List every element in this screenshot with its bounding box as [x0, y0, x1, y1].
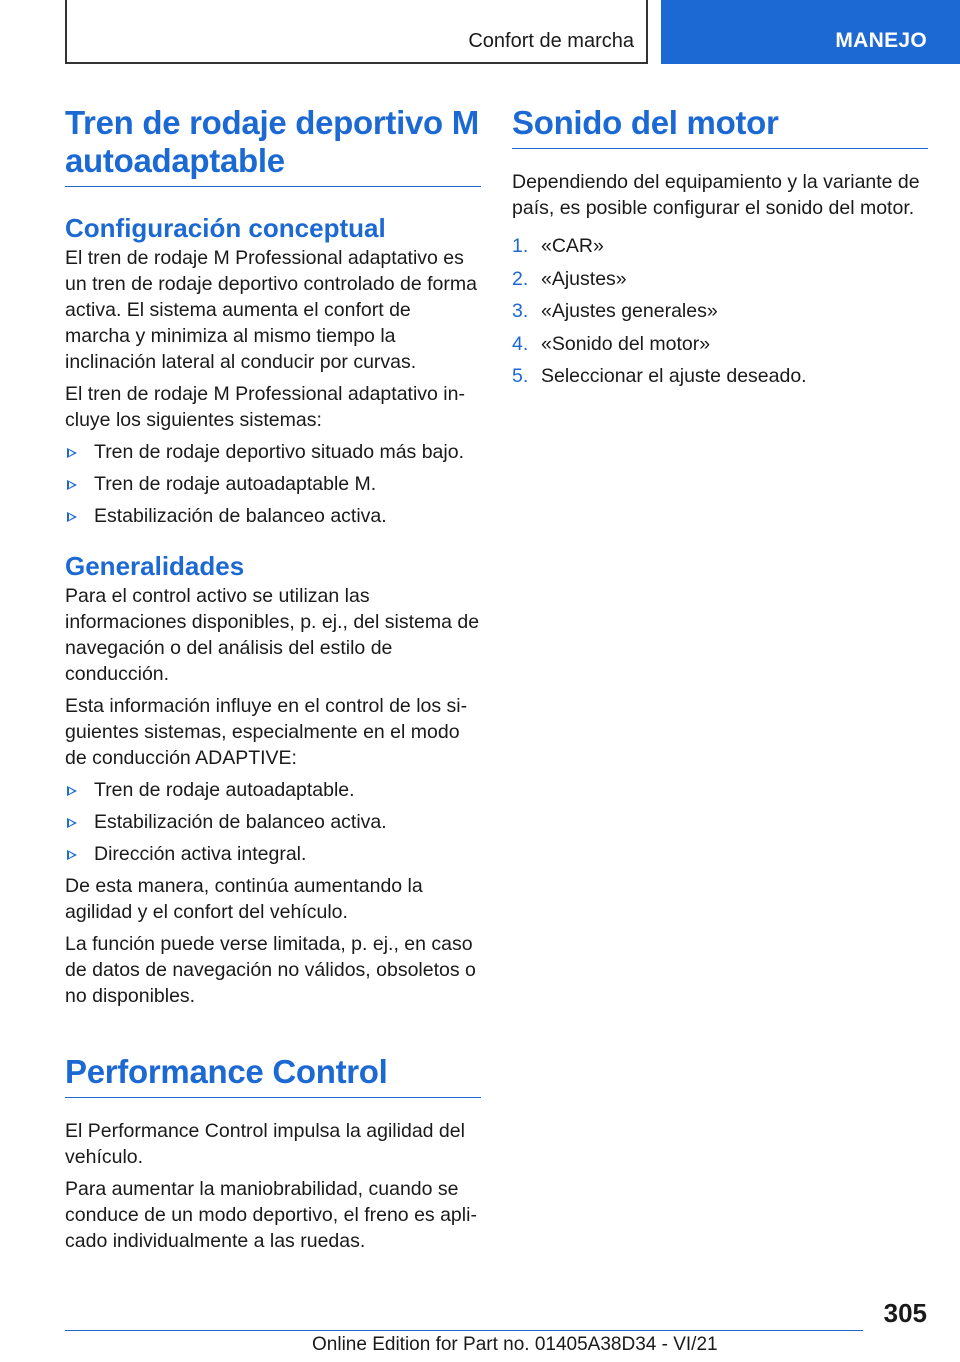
footer-edition: Online Edition for Part no. 01405A38D34 - VI/21 — [312, 1334, 718, 1355]
list-item-text: Estabilización de balanceo activa. — [94, 505, 387, 527]
list-item-text: Dirección activa integral. — [94, 843, 307, 865]
heading-sonido-motor: Sonido del motor — [512, 104, 928, 149]
list-item — [65, 503, 481, 529]
paragraph: Dependiendo del equipamiento y la variante de país, es posible configurar el sonido del motor. — [512, 171, 920, 219]
list-item — [65, 439, 481, 465]
paragraph: Para el control activo se utilizan las informaciones disponibles, p. ej., del sistema de navegación o del análisis del estilo de conducción. — [65, 585, 480, 685]
step-number: 4. — [512, 332, 529, 355]
triangle-bullet-icon — [67, 480, 77, 490]
paragraph: El tren de rodaje M Professional adaptativo incluye los siguientes sistemas: — [65, 383, 465, 431]
list-item — [65, 809, 481, 835]
triangle-bullet-icon — [67, 512, 77, 522]
steps-list — [512, 233, 928, 389]
list-item-text: Estabilización de balanceo activa. — [94, 811, 387, 833]
paragraph: La función puede verse limitada, p. ej., en caso de datos de navegación no válidos, obsoletos o no disponibles. — [65, 933, 476, 1007]
page-number: 305 — [883, 1298, 927, 1328]
paragraph: Esta información influye en el control de los siguientes sistemas, especialmente en el modo de conducción ADAPTIVE: — [65, 695, 468, 769]
footer-divider — [65, 1330, 863, 1331]
bullet-list-systems — [65, 439, 481, 529]
step-item — [512, 233, 928, 259]
header-chapter-tab — [661, 0, 960, 64]
triangle-bullet-icon — [67, 448, 77, 458]
list-item — [65, 841, 481, 867]
triangle-bullet-icon — [67, 786, 77, 796]
step-number: 2. — [512, 267, 529, 290]
list-item-text: Tren de rodaje autoadaptable. — [94, 779, 355, 801]
list-item-text: Tren de rodaje deportivo situado más bajo. — [94, 441, 464, 463]
paragraph: Para aumentar la maniobrabilidad, cuando se conduce de un modo deportivo, el freno es aplicado individualmente a las ruedas. — [65, 1178, 477, 1252]
step-item — [512, 331, 928, 357]
step-item — [512, 298, 928, 324]
step-number: 1. — [512, 235, 529, 257]
step-text: «Ajustes generales» — [541, 300, 718, 322]
right-column — [512, 104, 928, 396]
subheading-configuracion: Configuración conceptual — [65, 213, 386, 243]
triangle-bullet-icon — [67, 850, 77, 860]
step-number: 5. — [512, 365, 529, 387]
step-text: «Ajustes» — [541, 267, 627, 290]
triangle-bullet-icon — [67, 818, 77, 828]
subheading-generalidades: Generalidades — [65, 551, 245, 581]
header-chapter-title: MANEJO — [835, 29, 927, 52]
left-column — [65, 104, 481, 1254]
heading-tren-rodaje: Tren de rodaje deportivo M autoadaptable — [65, 104, 481, 187]
step-item — [512, 363, 928, 389]
heading-performance-control: Performance Control — [65, 1053, 481, 1098]
list-item — [65, 777, 481, 803]
paragraph: De esta manera, continúa aumentando la agilidad y el confort del vehículo. — [65, 875, 423, 923]
list-item — [65, 471, 481, 497]
step-text: Seleccionar el ajuste deseado. — [541, 365, 807, 387]
header-section-title: Confort de marcha — [468, 30, 634, 52]
step-item — [512, 266, 928, 292]
step-number: 3. — [512, 300, 529, 322]
bullet-list-adaptive — [65, 777, 481, 867]
list-item-text: Tren de rodaje autoadaptable M. — [94, 473, 377, 495]
paragraph: El tren de rodaje M Professional adaptativo es un tren de rodaje deportivo controlado de forma activa. El sistema aumenta el confort de marcha y minimiza al mismo tiempo la inclinación lateral al conducir por curvas. — [65, 247, 477, 373]
paragraph: El Performance Control impulsa la agilidad del vehículo. — [65, 1120, 465, 1168]
step-text: «Sonido del motor» — [541, 332, 711, 355]
step-text: «CAR» — [541, 235, 604, 257]
header-section-box — [65, 0, 648, 64]
